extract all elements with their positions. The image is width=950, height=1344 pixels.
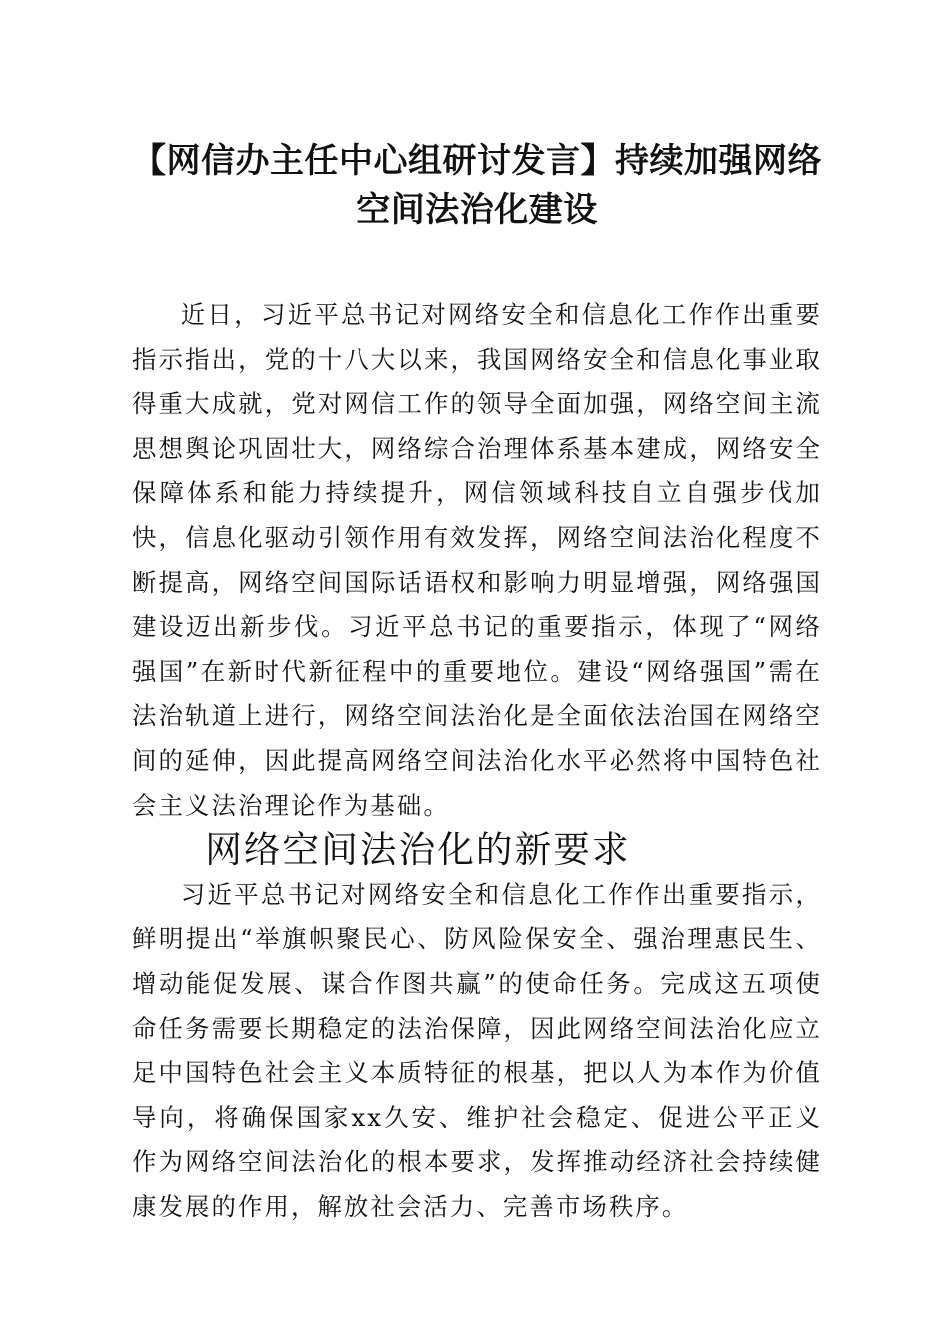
document-title (132, 137, 822, 235)
document-title-line-2: 空间法治化建设 (356, 190, 598, 230)
section-heading: 网络空间法治化的新要求 (205, 828, 631, 872)
section-paragraph: 习近平总书记对网络安全和信息化工作作出重要指示，鲜明提出“举旗帜聚民心、防风险保安全、强治理惠民生、增动能促发展、谋合作图共赢”的使命任务。完成这五项使命任务需要长期稳定的法治保障，因此网络空间法治化应立足中国特色社会主义本质特征的根基，把以人为本作为价值导向，将确保国家xx久安、维护社会稳定、促进公平正义作为网络空间法治化的根本要求，发挥推动经济社会持续健康发展的作用，解放社会活力、完善市场秩序。 (132, 879, 822, 1221)
intro-paragraph: 近日，习近平总书记对网络安全和信息化工作作出重要指示指出，党的十八大以来，我国网络安全和信息化事业取得重大成就，党对网信工作的领导全面加强，网络空间主流思想舆论巩固壮大，网络综合治理体系基本建成，网络安全保障体系和能力持续提升，网信领域科技自立自强步伐加快，信息化驱动引领作用有效发挥，网络空间法治化程度不断提高，网络空间国际话语权和影响力明显增强，网络强国建设迈出新步伐。习近平总书记的重要指示，体现了“网络强国”在新时代新征程中的重要地位。建设“网络强国”需在法治轨道上进行，网络空间法治化是全面依法治国在网络空间的延伸，因此提高网络空间法治化水平必然将中国特色社会主义法治理论作为基础。 (132, 300, 822, 820)
document-title-line-1: 【网信办主任中心组研讨发言】持续加强网络 (132, 141, 822, 181)
document-body (132, 293, 822, 1229)
